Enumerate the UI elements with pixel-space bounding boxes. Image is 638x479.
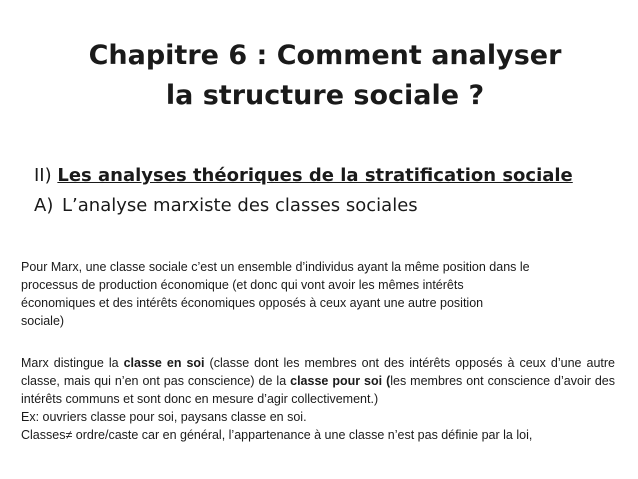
section-heading-text: Les analyses théoriques de la stratification sociale (57, 165, 573, 186)
title-line-2: la structure sociale ? (165, 80, 485, 111)
paragraph2-part2: (classe dont les membres ont des intérêts opposés à ceux d’une autre classe, mais qui n’en ont pas conscience) de la (21, 356, 615, 388)
subsection-heading-text: L’analyse marxiste des classes sociales (62, 195, 418, 216)
paragraph1-line2: processus de production économique (et donc qui vont avoir les mêmes intérêts (21, 278, 464, 292)
paragraph1-line1: Pour Marx, une classe sociale c’est un ensemble d’individus ayant la même position dans le (21, 260, 530, 274)
paragraph-examples (21, 408, 615, 444)
paragraph1-line4: sociale) (21, 314, 65, 328)
paragraph2-part3: les membres ont conscience d’avoir des intérêts communs et sont donc en mesure d’agir collectivement.) (21, 374, 615, 406)
title-line-1: Chapitre 6 : Comment analyser (88, 40, 562, 71)
section-heading (34, 165, 573, 186)
example-line: Ex: ouvriers classe pour soi, paysans classe en soi. (21, 410, 307, 424)
paragraph-classe-en-soi-pour-soi (21, 354, 615, 408)
paragraph1-line3: économiques et des intérêts économiques opposés à ceux ayant une autre position (21, 296, 484, 310)
slide-title (40, 36, 610, 116)
paragraph-marx-definition (21, 258, 615, 330)
paragraph2-part1: Marx distingue la (21, 356, 124, 370)
classe-pour-soi-term: classe pour soi ( (290, 374, 391, 388)
classes-ordre-line: Classes≠ ordre/caste car en général, l’appartenance à une classe n’est pas définie par la loi, (21, 428, 533, 442)
section-prefix: II) (34, 165, 58, 186)
subsection-heading (34, 195, 418, 216)
subsection-number: A) (34, 195, 54, 216)
classe-en-soi-term: classe en soi (123, 356, 205, 370)
